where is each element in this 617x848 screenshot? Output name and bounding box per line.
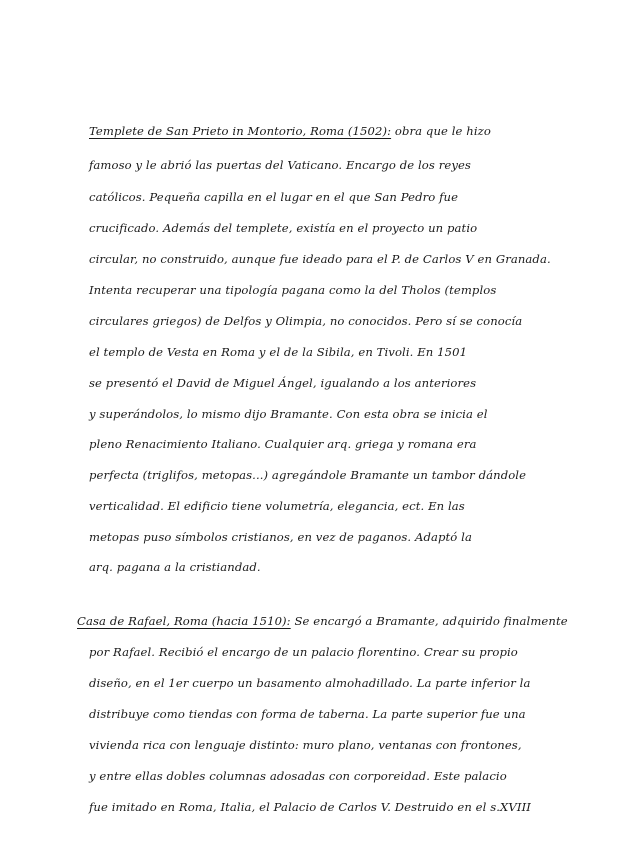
section1-line-6: circulares griegos) de Delfos y Olimpia, no conocidos. Pero sí se conocía xyxy=(89,314,523,328)
section1-line-14: arq. pagana a la cristiandad. xyxy=(89,560,261,574)
section1-line-9: y superándolos, lo mismo dijo Bramante. Con esta obra se inicia el xyxy=(89,407,488,421)
section1-line-1: famoso y le abrió las puertas del Vaticano. Encargo de los reyes xyxy=(89,158,471,172)
section1-first-line xyxy=(89,124,491,138)
section1-line-12: verticalidad. El edificio tiene volumetría, elegancia, ect. En las xyxy=(89,499,465,513)
section1-line-8: se presentó el David de Miguel Ángel, igualando a los anteriores xyxy=(89,376,477,390)
section1-line-5: Intenta recuperar una tipología pagana como la del Tholos (templos xyxy=(89,283,497,297)
section2-line-6: fue imitado en Roma, Italia, el Palacio de Carlos V. Destruido en el s.XVIII xyxy=(89,800,531,814)
section2-line-3: distribuye como tiendas con forma de taberna. La parte superior fue una xyxy=(89,707,526,721)
section1-line-2: católicos. Pequeña capilla en el lugar en el que San Pedro fue xyxy=(89,190,459,204)
section1-line-11: perfecta (triglifos, metopas...) agregándole Bramante un tambor dándole xyxy=(89,468,527,482)
section2-line-2: diseño, en el 1er cuerpo un basamento almohadillado. La parte inferior la xyxy=(89,676,531,690)
section1-heading: Templete de San Prieto in Montorio, Roma (1502): xyxy=(89,124,392,138)
section1-line-7: el templo de Vesta en Roma y el de la Sibila, en Tivoli. En 1501 xyxy=(89,345,468,359)
section1-line-0: obra que le hizo xyxy=(394,124,491,138)
section2-line-0: Se encargó a Bramante, adquirido finalmente xyxy=(294,614,568,628)
section1-line-4: circular, no construido, aunque fue ideado para el P. de Carlos V en Granada. xyxy=(89,252,551,266)
section2-first-line xyxy=(77,614,568,628)
section1-line-3: crucificado. Además del templete, existía en el proyecto un patio xyxy=(89,221,478,235)
section2-heading: Casa de Rafael, Roma (hacia 1510): xyxy=(77,614,291,628)
section1-line-13: metopas puso símbolos cristianos, en vez de paganos. Adaptó la xyxy=(89,530,472,544)
section2-line-4: vivienda rica con lenguaje distinto: muro plano, ventanas con frontones, xyxy=(89,738,522,752)
section2-line-5: y entre ellas dobles columnas adosadas con corporeidad. Este palacio xyxy=(89,769,507,783)
section1-line-10: pleno Renacimiento Italiano. Cualquier arq. griega y romana era xyxy=(89,437,477,451)
section2-line-1: por Rafael. Recibió el encargo de un palacio florentino. Crear su propio xyxy=(89,645,518,659)
